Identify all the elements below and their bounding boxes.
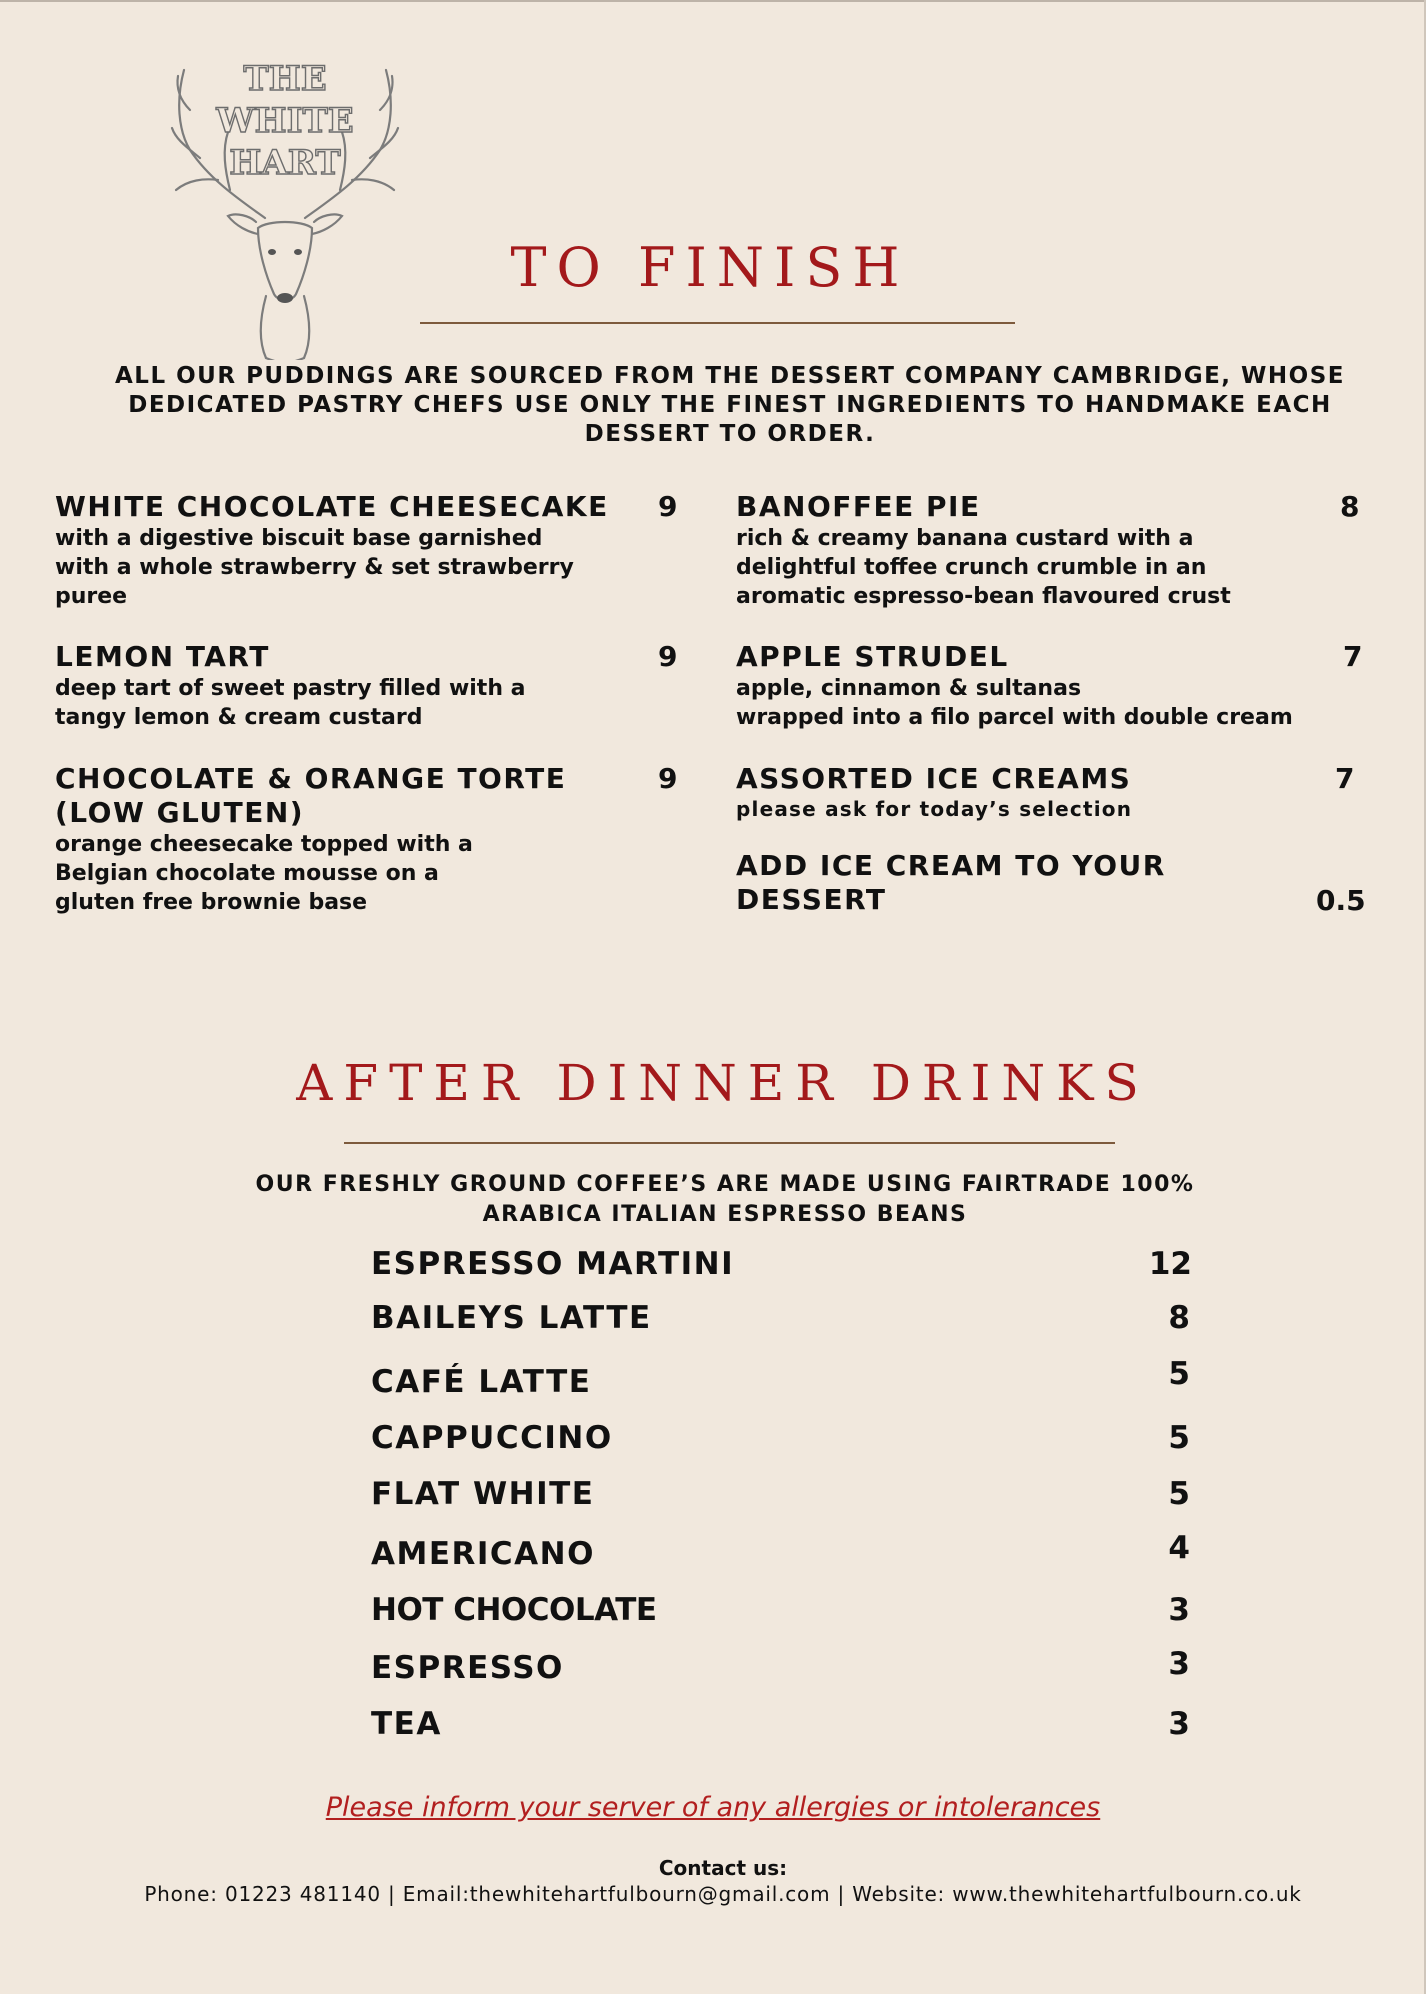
drink-name: HOT CHOCOLATE bbox=[371, 1592, 657, 1628]
drink-price: 5 bbox=[1168, 1420, 1190, 1456]
drink-price: 4 bbox=[1168, 1530, 1190, 1566]
item-desc-line: tangy lemon & cream custard bbox=[55, 705, 423, 730]
contact-label: Contact us: bbox=[658, 1856, 788, 1880]
item-desc-line: deep tart of sweet pastry filled with a bbox=[55, 676, 526, 701]
item-price: 7 bbox=[1335, 762, 1355, 795]
after-dinner-title: AFTER DINNER DRINKS bbox=[296, 1054, 1150, 1112]
menu-item-banoffee-pie bbox=[736, 490, 1336, 611]
menu-item-apple-strudel bbox=[736, 640, 1336, 732]
drink-name: TEA bbox=[371, 1706, 442, 1742]
item-price: 9 bbox=[658, 762, 678, 795]
item-desc-line: with a digestive biscuit base garnished bbox=[55, 526, 543, 551]
drink-name: FLAT WHITE bbox=[371, 1476, 595, 1512]
item-price: 8 bbox=[1340, 490, 1360, 523]
item-desc-line: rich & creamy banana custard with a bbox=[736, 526, 1194, 551]
menu-item-add-ice-cream bbox=[736, 849, 1336, 917]
drink-name: ESPRESSO bbox=[371, 1650, 564, 1686]
logo-text-the: THE bbox=[243, 59, 327, 99]
page-border-top bbox=[0, 0, 1426, 2]
item-price: 7 bbox=[1343, 640, 1363, 673]
item-desc-line: Belgian chocolate mousse on a bbox=[55, 861, 439, 886]
item-desc-line: orange cheesecake topped with a bbox=[55, 832, 473, 857]
item-price: 9 bbox=[658, 490, 678, 523]
drink-price: 5 bbox=[1168, 1476, 1190, 1512]
to-finish-divider bbox=[420, 322, 1015, 324]
item-name-line-2: (LOW GLUTEN) bbox=[55, 796, 305, 829]
item-name: ADD ICE CREAM TO YOUR bbox=[736, 849, 1166, 882]
to-finish-title: TO FINISH bbox=[510, 236, 910, 299]
drink-price: 8 bbox=[1168, 1300, 1190, 1336]
menu-item-white-chocolate-cheesecake bbox=[55, 490, 655, 611]
drink-price: 12 bbox=[1148, 1246, 1192, 1282]
menu-item-lemon-tart bbox=[55, 640, 655, 732]
menu-item-chocolate-orange-torte bbox=[55, 762, 655, 917]
item-desc-line: wrapped into a filo parcel with double cream bbox=[736, 705, 1293, 730]
white-hart-stag-logo bbox=[170, 40, 400, 360]
item-desc-line: apple, cinnamon & sultanas bbox=[736, 676, 1082, 701]
drink-name: BAILEYS LATTE bbox=[371, 1300, 652, 1336]
drink-price: 3 bbox=[1168, 1592, 1190, 1628]
item-name: BANOFFEE PIE bbox=[736, 490, 981, 523]
contact-details: Phone: 01223 481140 | Email:thewhitehartfulbourn@gmail.com | Website: www.thewhitehartfulbourn.co.uk bbox=[144, 1882, 1302, 1906]
item-name: ASSORTED ICE CREAMS bbox=[736, 762, 1132, 795]
after-dinner-intro-line: OUR FRESHLY GROUND COFFEE’S ARE MADE USING FAIRTRADE 100% bbox=[255, 1172, 1195, 1197]
item-desc-line: puree bbox=[55, 584, 128, 609]
item-price: 0.5 bbox=[1316, 884, 1366, 917]
logo-text-hart: HART bbox=[229, 143, 341, 183]
item-desc-line: delightful toffee crunch crumble in an bbox=[736, 555, 1207, 580]
after-dinner-divider bbox=[344, 1142, 1115, 1144]
allergy-notice: Please inform your server of any allergies or intolerances bbox=[325, 1792, 1101, 1823]
item-name: LEMON TART bbox=[55, 640, 270, 673]
item-desc-line: gluten free brownie base bbox=[55, 890, 368, 915]
item-price: 9 bbox=[658, 640, 678, 673]
drink-name: CAPPUCCINO bbox=[371, 1420, 613, 1456]
item-name: CHOCOLATE & ORANGE TORTE bbox=[55, 762, 567, 795]
drink-name: ESPRESSO MARTINI bbox=[371, 1246, 735, 1282]
drink-price: 3 bbox=[1168, 1706, 1190, 1742]
drink-price: 3 bbox=[1168, 1646, 1190, 1682]
logo-text-white: WHITE bbox=[216, 101, 354, 141]
to-finish-intro: ALL OUR PUDDINGS ARE SOURCED FROM THE DESSERT COMPANY CAMBRIDGE, WHOSE DEDICATED PASTRY CHEFS USE ONLY THE FINEST INGREDIENTS TO HANDMAKE EACH DESSERT TO ORDER. bbox=[115, 363, 1345, 447]
drink-name: CAFÉ LATTE bbox=[371, 1364, 592, 1400]
item-desc-line: please ask for today’s selection bbox=[736, 797, 1133, 821]
menu-item-assorted-ice-creams bbox=[736, 762, 1336, 822]
after-dinner-intro-line: ARABICA ITALIAN ESPRESSO BEANS bbox=[482, 1202, 968, 1227]
drink-name: AMERICANO bbox=[371, 1536, 595, 1572]
drink-price: 5 bbox=[1168, 1356, 1190, 1392]
item-name: APPLE STRUDEL bbox=[736, 640, 1009, 673]
item-desc-line: aromatic espresso-bean flavoured crust bbox=[736, 584, 1231, 609]
after-dinner-intro bbox=[180, 1170, 1270, 1230]
item-name-line-2: DESSERT bbox=[736, 883, 887, 916]
item-name: WHITE CHOCOLATE CHEESECAKE bbox=[55, 490, 609, 523]
item-desc-line: with a whole strawberry & set strawberry bbox=[55, 555, 574, 580]
